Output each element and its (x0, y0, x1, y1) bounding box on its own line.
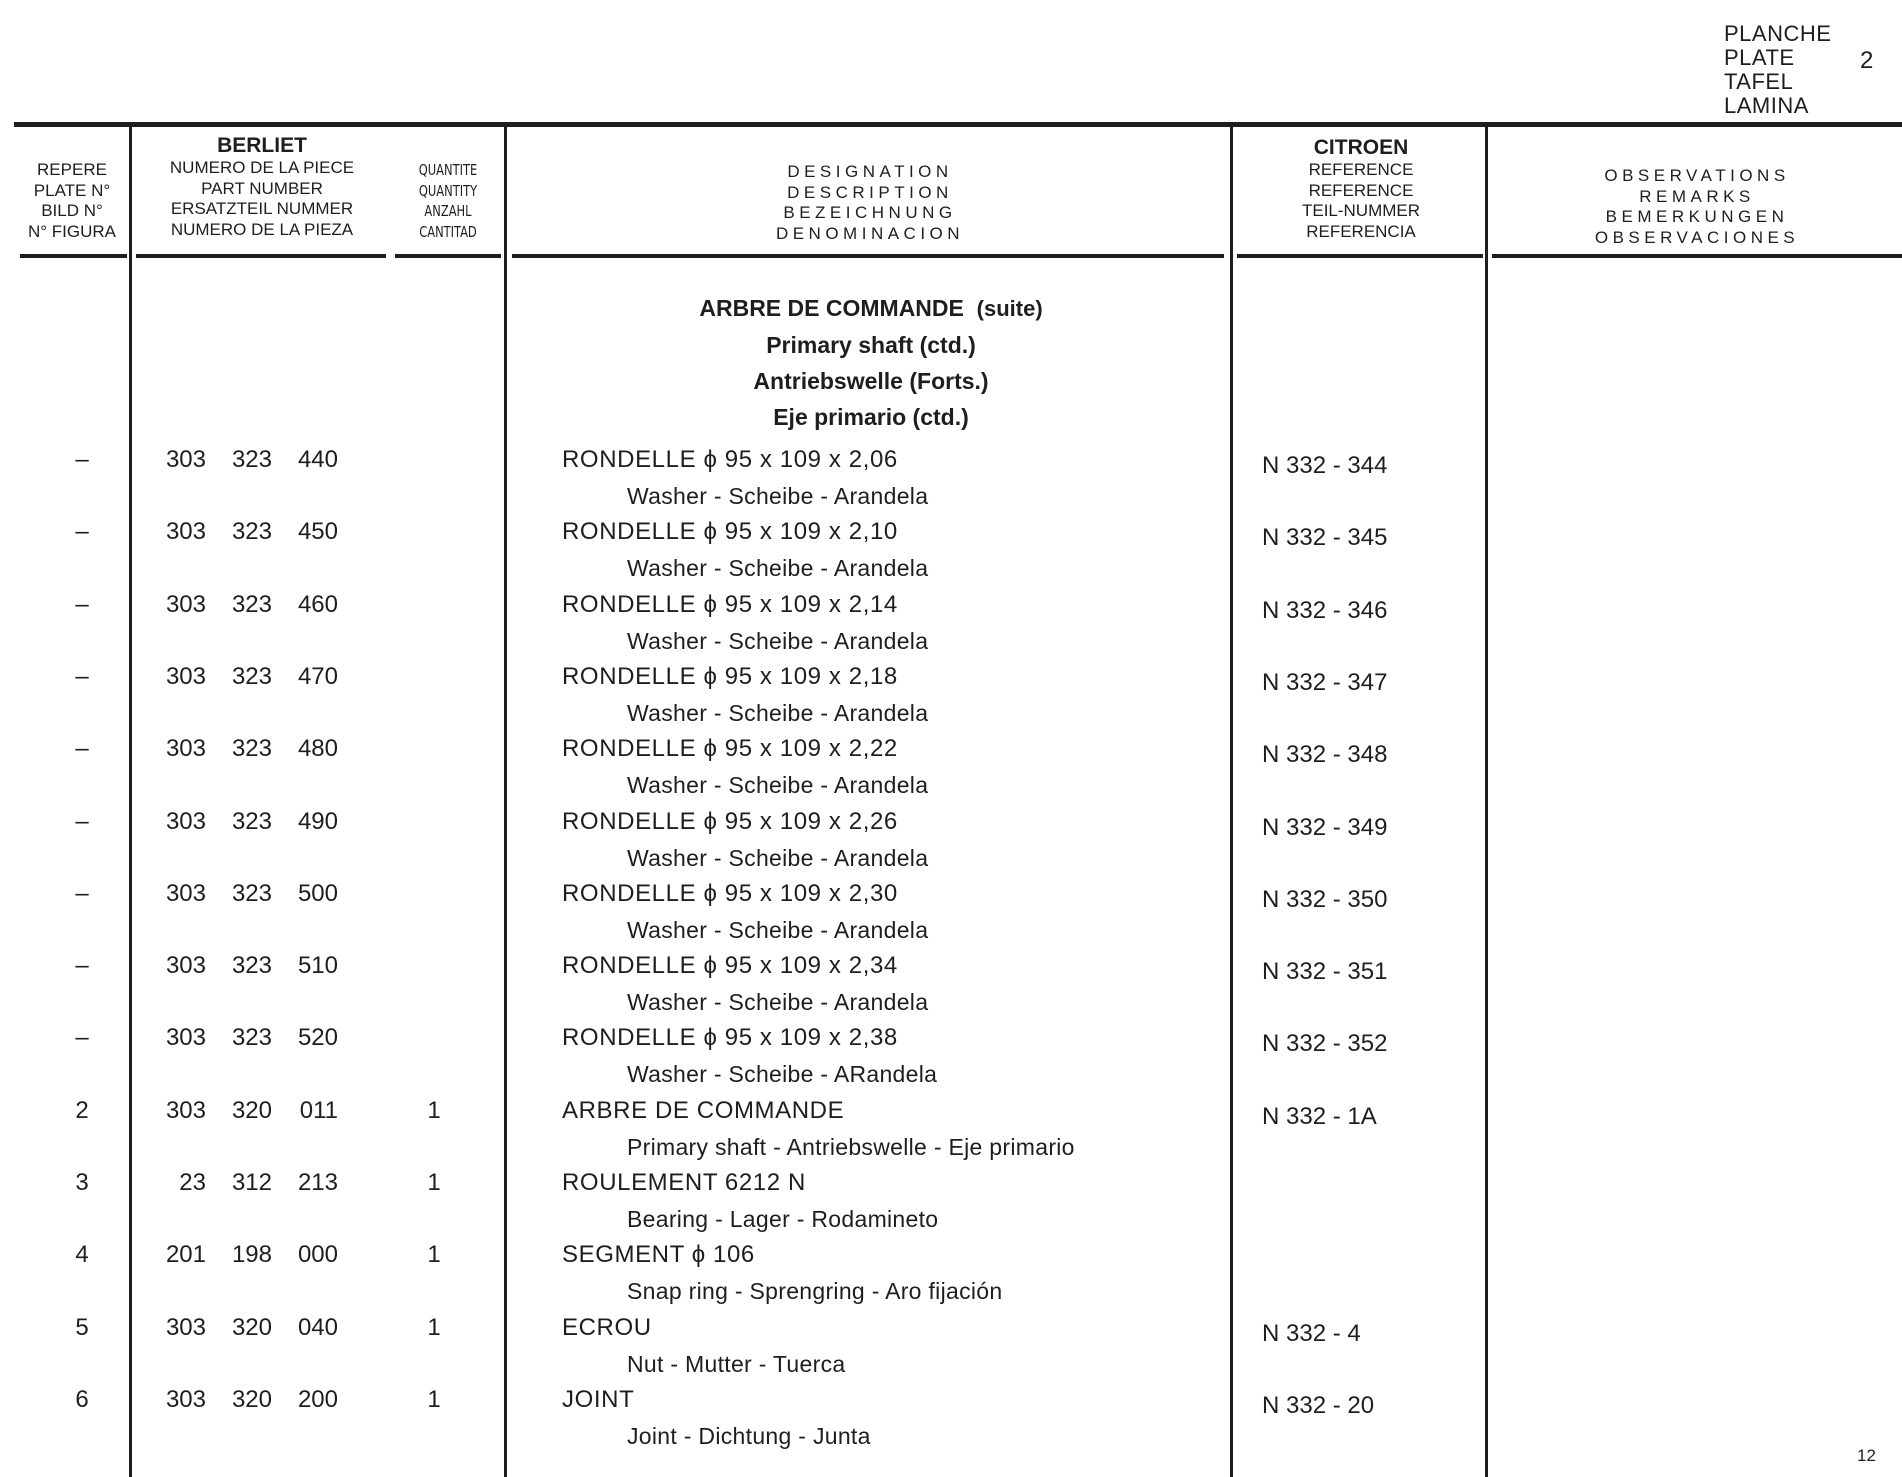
part-number-segment: 490 (297, 808, 338, 835)
designation-name: SEGMENT ϕ 106 (562, 1241, 755, 1268)
repere-cell: – (75, 518, 89, 545)
header-line: REFERENCIA (1306, 221, 1416, 241)
column-divider (129, 126, 132, 1477)
part-number-segment: 323 (231, 518, 272, 545)
header-underline (1237, 254, 1483, 258)
part-number-segment: 470 (297, 663, 338, 690)
designation-description: Washer - Scheibe - Arandela (627, 772, 929, 798)
header-line: TEIL-NUMMER (1301, 201, 1421, 220)
quantity-cell: 1 (427, 1097, 441, 1124)
part-number-segment: 320 (231, 1314, 272, 1341)
part-number-segment: 450 (297, 518, 338, 545)
part-number-segment: 000 (297, 1241, 338, 1268)
designation-name: JOINT (562, 1386, 635, 1413)
section-title-fr (512, 290, 1230, 327)
designation-description: Nut - Mutter - Tuerca (627, 1351, 846, 1377)
citroen-reference-cell: N 332 - 4 (1262, 1320, 1361, 1347)
header-line: OBSERVATIONS (1604, 166, 1790, 185)
plate-word: PLATE (1724, 45, 1795, 70)
header-line: BEMERKUNGEN (1605, 207, 1789, 226)
header-line: DENOMINACION (775, 223, 965, 243)
designation-description: Joint - Dichtung - Junta (627, 1423, 871, 1449)
plate-word: TAFEL (1724, 69, 1794, 94)
header-line: ANZAHL (424, 202, 472, 220)
header-line: BILD N° (41, 201, 103, 220)
part-number-segment: 323 (231, 880, 272, 907)
repere-cell: 5 (75, 1314, 89, 1341)
header-underline (395, 254, 501, 258)
designation-description: Washer - Scheibe - Arandela (627, 628, 929, 654)
repere-cell: – (75, 446, 89, 473)
part-number-segment: 320 (231, 1386, 272, 1413)
part-number-segment: 040 (297, 1314, 338, 1341)
designation-description: Bearing - Lager - Rodamineto (627, 1206, 939, 1232)
header-line: REPERE (37, 160, 107, 179)
repere-cell: – (75, 880, 89, 907)
part-number-segment: 323 (231, 591, 272, 618)
designation-description: Washer - Scheibe - Arandela (627, 483, 929, 509)
header-line: QUANTITY (418, 181, 478, 200)
part-number-segment: 23 (179, 1169, 206, 1196)
header-underline (136, 254, 386, 258)
header-line: PLATE N° (33, 180, 111, 200)
quantity-cell: 1 (427, 1386, 441, 1413)
repere-cell: 6 (75, 1386, 89, 1413)
repere-cell: 3 (75, 1169, 89, 1196)
designation-description: Washer - Scheibe - Arandela (627, 989, 929, 1015)
header-line: REMARKS (1639, 186, 1755, 206)
part-number-segment: 323 (231, 808, 272, 835)
part-number-segment: 510 (297, 952, 338, 979)
header-line: DESIGNATION (787, 162, 953, 181)
part-number-segment: 323 (231, 1024, 272, 1051)
quantity-cell: 1 (427, 1169, 441, 1196)
citroen-reference-cell: N 332 - 348 (1262, 741, 1388, 768)
table-top-rule (14, 122, 1902, 127)
header-line: PART NUMBER (201, 178, 323, 198)
section-title-fr-suffix: (suite) (976, 296, 1043, 321)
part-number-segment: 480 (297, 735, 338, 762)
designation-description: Washer - Scheibe - Arandela (627, 555, 929, 581)
section-title-es: Eje primario (ctd.) (773, 404, 969, 430)
header-line: QUANTITE (418, 161, 478, 179)
repere-cell: – (75, 1024, 89, 1051)
designation-description: Washer - Scheibe - Arandela (627, 917, 929, 943)
repere-cell: – (75, 591, 89, 618)
header-underline (20, 254, 127, 258)
header-line: BEZEICHNUNG (783, 203, 957, 222)
header-citroen (1237, 136, 1485, 242)
quantity-cell: 1 (427, 1314, 441, 1341)
header-quantity (400, 160, 495, 242)
part-number-segment: 303 (165, 808, 206, 835)
citroen-reference-cell: N 332 - 345 (1262, 524, 1388, 551)
designation-name: ARBRE DE COMMANDE (562, 1097, 845, 1124)
designation-description: Washer - Scheibe - Arandela (627, 700, 929, 726)
part-number-segment: 213 (297, 1169, 338, 1196)
citroen-reference-cell: N 332 - 351 (1262, 958, 1388, 985)
header-line: NUMERO DE LA PIEZA (170, 219, 354, 239)
designation-name: RONDELLE ϕ 95 x 109 x 2,34 (562, 952, 898, 979)
repere-cell: 2 (75, 1097, 89, 1124)
part-number-segment: 303 (165, 518, 206, 545)
part-number-segment: 303 (165, 735, 206, 762)
designation-name: RONDELLE ϕ 95 x 109 x 2,14 (562, 591, 898, 618)
citroen-reference-cell: N 332 - 350 (1262, 886, 1388, 913)
part-number-segment: 320 (231, 1097, 272, 1124)
designation-description: Washer - Scheibe - Arandela (627, 845, 929, 871)
designation-name: RONDELLE ϕ 95 x 109 x 2,22 (562, 735, 898, 762)
header-line: REFERENCE (1308, 180, 1414, 200)
header-line: CANTITAD (419, 222, 477, 241)
header-line: REFERENCE (1308, 160, 1414, 179)
designation-description: Primary shaft - Antriebswelle - Eje primario (627, 1134, 1075, 1160)
part-number-segment: 323 (231, 446, 272, 473)
header-observations (1492, 166, 1902, 248)
part-number-segment: 303 (165, 591, 206, 618)
repere-cell: – (75, 952, 89, 979)
part-number-segment: 303 (165, 1024, 206, 1051)
section-title-de: Antriebswelle (Forts.) (753, 368, 989, 394)
part-number-segment: 460 (297, 591, 338, 618)
citroen-reference-cell: N 332 - 347 (1262, 669, 1388, 696)
header-brand-citroen: CITROEN (1313, 136, 1409, 159)
designation-description: Washer - Scheibe - ARandela (627, 1061, 938, 1087)
designation-description: Snap ring - Sprengring - Aro fijación (627, 1278, 1003, 1304)
part-number-segment: 323 (231, 952, 272, 979)
citroen-reference-cell: N 332 - 344 (1262, 452, 1388, 479)
repere-cell: 4 (75, 1241, 89, 1268)
repere-cell: – (75, 808, 89, 835)
designation-name: ECROU (562, 1314, 652, 1341)
header-designation (512, 162, 1228, 244)
part-number-segment: 198 (231, 1241, 272, 1268)
header-repere (14, 160, 130, 242)
designation-name: RONDELLE ϕ 95 x 109 x 2,26 (562, 808, 898, 835)
column-divider (1230, 126, 1233, 1477)
part-number-segment: 323 (231, 663, 272, 690)
part-number-segment: 303 (165, 1097, 206, 1124)
citroen-reference-cell: N 332 - 1A (1262, 1103, 1377, 1130)
header-brand-berliet: BERLIET (217, 134, 307, 157)
citroen-reference-cell: N 332 - 349 (1262, 814, 1388, 841)
designation-name: RONDELLE ϕ 95 x 109 x 2,10 (562, 518, 898, 545)
designation-name: RONDELLE ϕ 95 x 109 x 2,38 (562, 1024, 898, 1051)
part-number-segment: 303 (165, 1314, 206, 1341)
designation-name: RONDELLE ϕ 95 x 109 x 2,06 (562, 446, 898, 473)
part-number-segment: 303 (165, 952, 206, 979)
header-line: OBSERVACIONES (1594, 227, 1800, 247)
part-number-segment: 201 (165, 1241, 206, 1268)
citroen-reference-cell: N 332 - 352 (1262, 1030, 1388, 1057)
plate-label (1724, 22, 1831, 118)
quantity-cell: 1 (427, 1241, 441, 1268)
designation-name: RONDELLE ϕ 95 x 109 x 2,30 (562, 880, 898, 907)
page-number: 12 (1857, 1446, 1876, 1465)
section-title (512, 290, 1230, 435)
header-line: NUMERO DE LA PIECE (169, 158, 355, 177)
part-number-segment: 200 (297, 1386, 338, 1413)
part-number-segment: 520 (297, 1024, 338, 1051)
section-title-fr-text: ARBRE DE COMMANDE (699, 295, 964, 321)
plate-word: PLANCHE (1724, 21, 1832, 46)
part-number-segment: 440 (297, 446, 338, 473)
part-number-segment: 312 (231, 1169, 272, 1196)
designation-name: ROULEMENT 6212 N (562, 1169, 806, 1196)
part-number-segment: 303 (165, 880, 206, 907)
part-number-segment: 303 (165, 1386, 206, 1413)
plate-number: 2 (1860, 47, 1874, 74)
header-underline (1492, 254, 1902, 258)
part-number-segment: 303 (165, 663, 206, 690)
section-title-en: Primary shaft (ctd.) (766, 332, 976, 358)
repere-cell: – (75, 663, 89, 690)
citroen-reference-cell: N 332 - 346 (1262, 597, 1388, 624)
header-line: N° FIGURA (27, 221, 117, 241)
repere-cell: – (75, 735, 89, 762)
header-line: DESCRIPTION (787, 182, 953, 202)
part-number-segment: 303 (165, 446, 206, 473)
header-underline (512, 254, 1224, 258)
citroen-reference-cell: N 332 - 20 (1262, 1392, 1375, 1419)
plate-word: LAMINA (1724, 93, 1809, 118)
part-number-segment: 011 (299, 1097, 338, 1124)
column-divider (1485, 126, 1488, 1477)
part-number-segment: 500 (297, 880, 338, 907)
column-divider (504, 126, 507, 1477)
header-berliet (136, 134, 388, 240)
part-number-segment: 323 (231, 735, 272, 762)
header-line: ERSATZTEIL NUMMER (170, 199, 354, 218)
designation-name: RONDELLE ϕ 95 x 109 x 2,18 (562, 663, 898, 690)
